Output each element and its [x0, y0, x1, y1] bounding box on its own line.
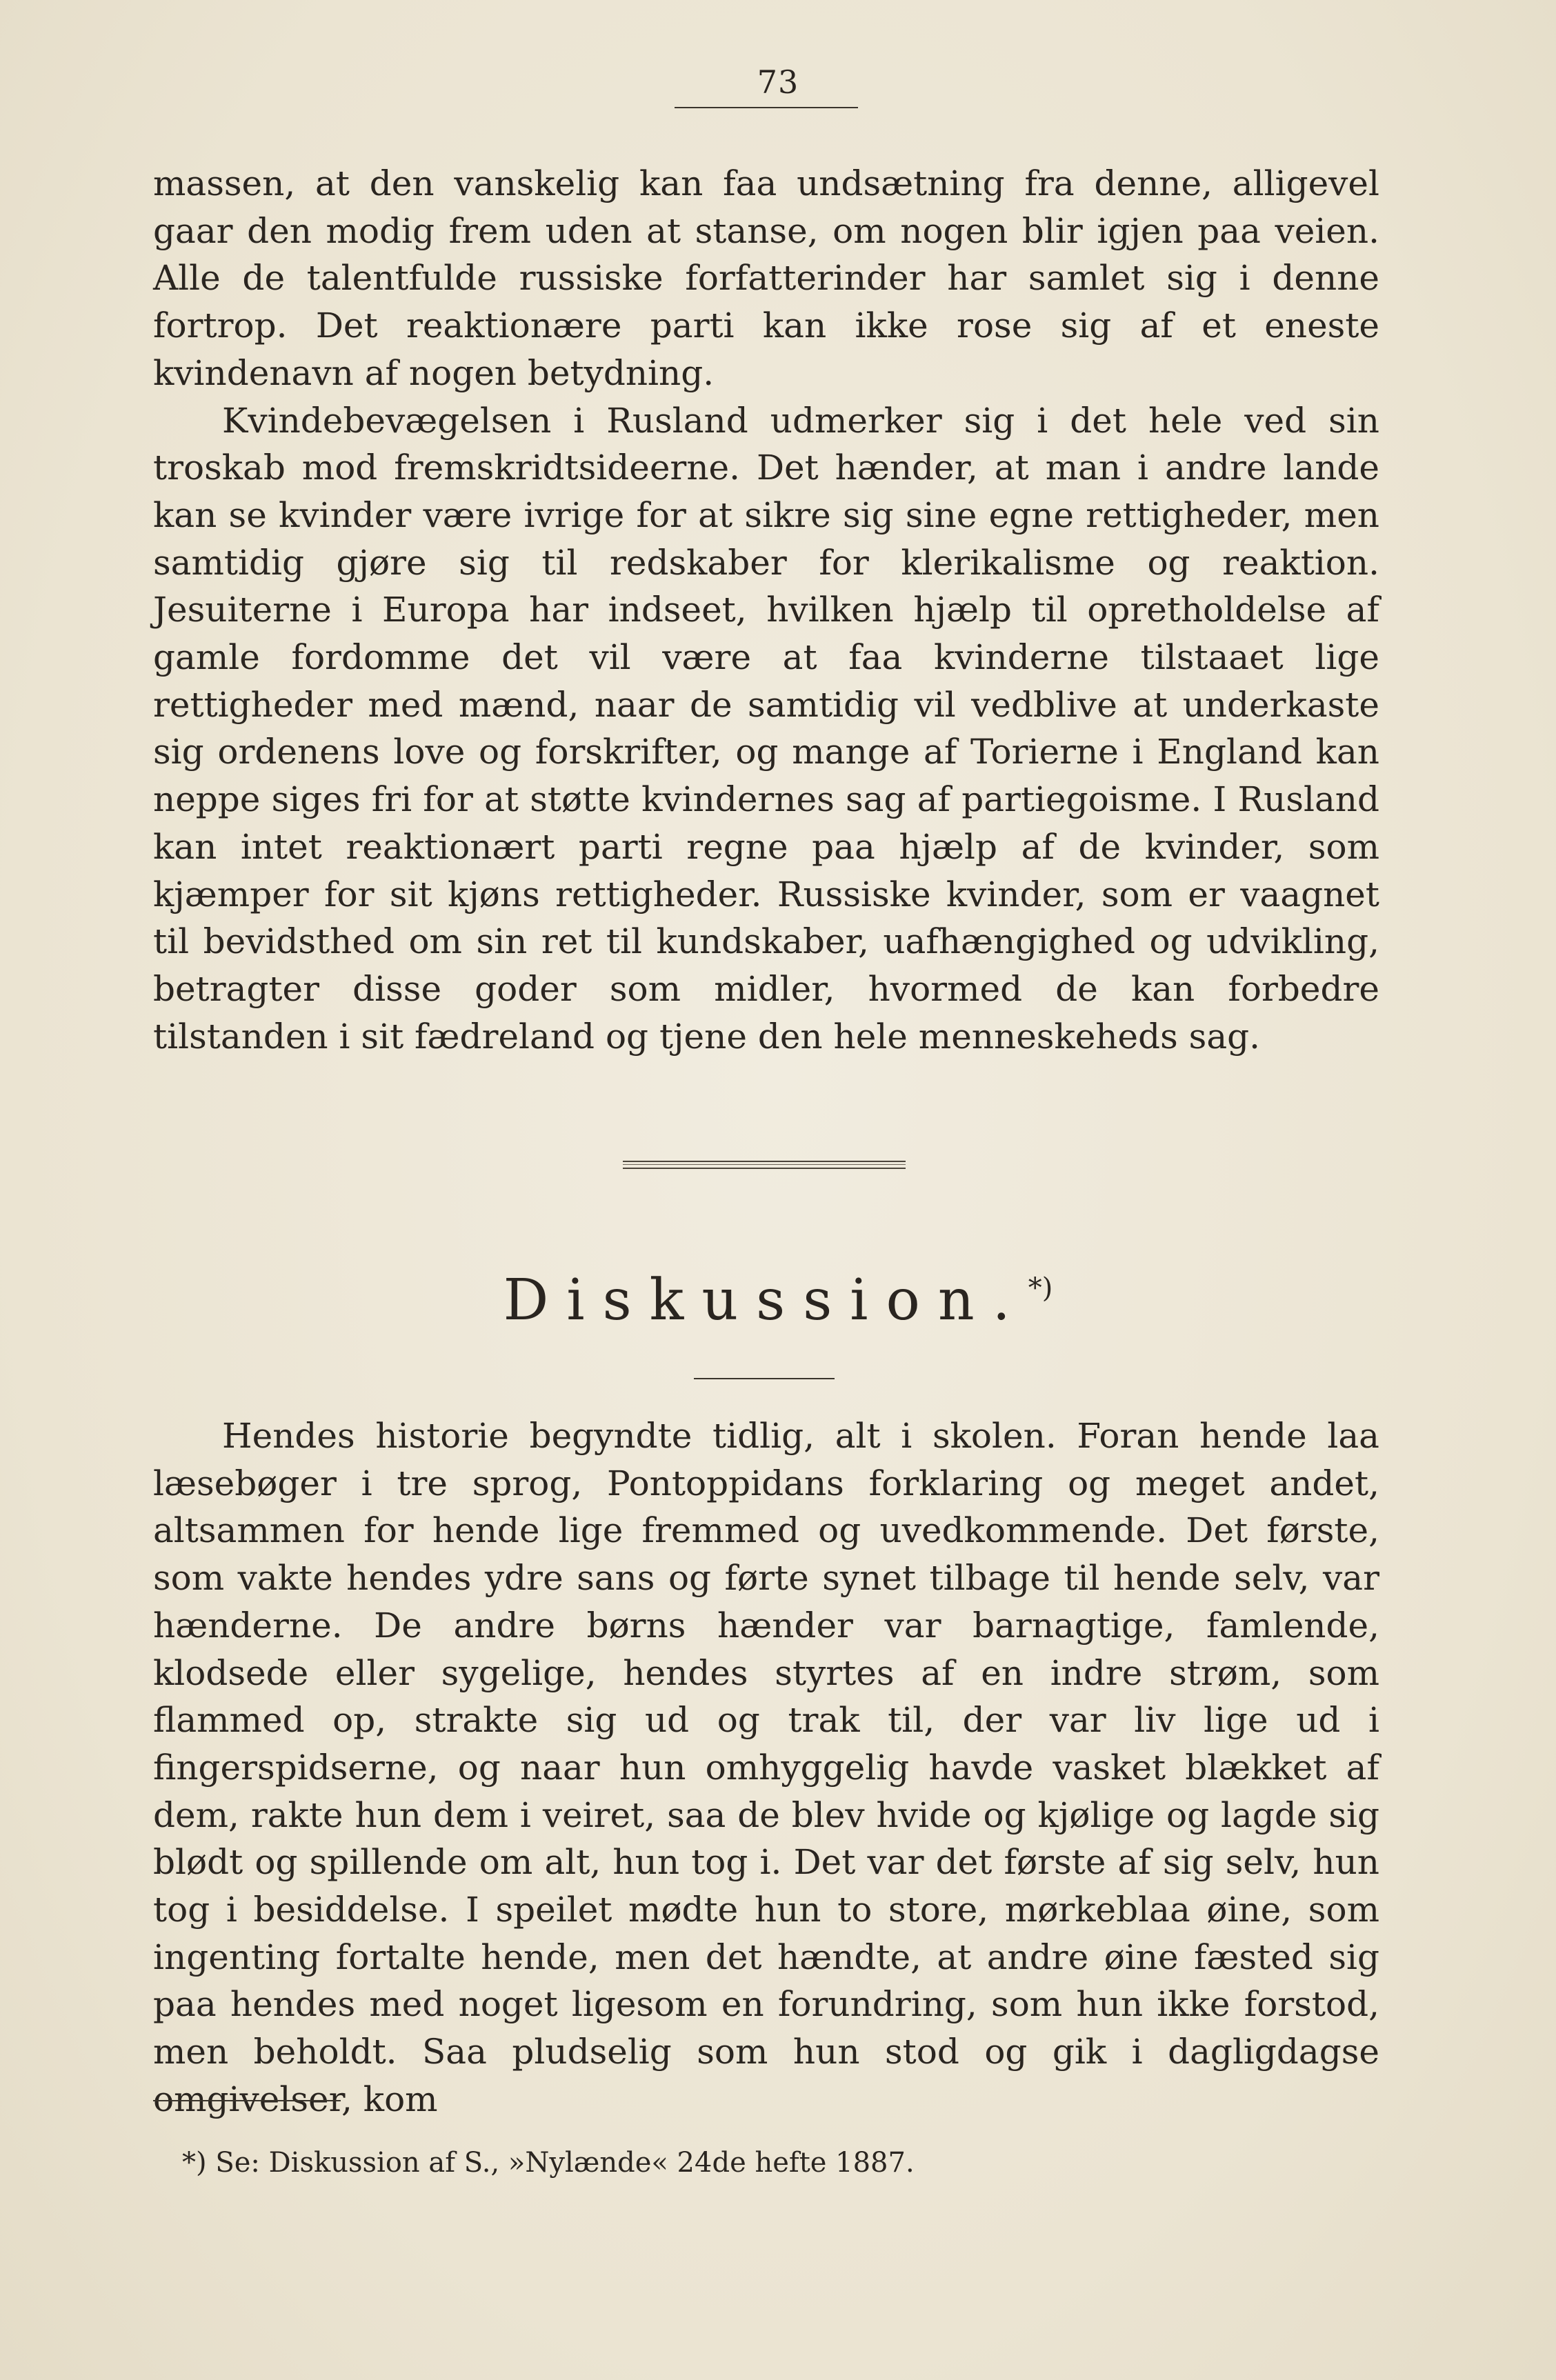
section-heading [0, 1268, 1556, 1333]
heading-rule [694, 1378, 835, 1379]
paragraph: massen, at den vanskelig kan faa undsætning fra denne, alligevel gaar den modig frem uden at stanse, om nogen blir igjen paa veien. Alle de talentfulde russiske forfatterinder har samlet sig i denne fortrop. Det reaktionære parti kan ikke rose sig af et eneste kvindenavn af nogen betydning. [153, 163, 1379, 393]
section-text-block [153, 1412, 1379, 2123]
page-number-rule [675, 107, 858, 108]
footnote-marker: *) [1028, 1272, 1053, 1304]
page-number: 73 [757, 63, 799, 101]
section-divider-ornament [623, 1161, 906, 1169]
footnote-rule [153, 2100, 341, 2101]
paragraph: Kvindebevægelsen i Rusland udmerker sig i det hele ved sin troskab mod fremskridtsideerne. Det hænder, at man i andre lande kan se kvinder være ivrige for at sikre sig sine egne rettigheder, men samtidig gjøre sig til redskaber for klerikalisme og reaktion. Jesuiterne i Europa har indseet, hvilken hjælp til opretholdelse af gamle fordomme det vil være at faa kvinderne tilstaaet lige rettigheder med mænd, naar de samtidig vil vedblive at underkaste sig ordenens love og forskrifter, og mange af Torierne i England kan neppe siges fri for at støtte kvindernes sag af partiegoisme. I Rusland kan intet reaktionært parti regne paa hjælp af de kvinder, som kjæmper for sit kjøns rettigheder. Russiske kvinder, som er vaagnet til bevidsthed om sin ret til kundskaber, uafhængighed og udvikling, betragter disse goder som midler, hvormed de kan forbedre tilstanden i sit fædreland og tjene den hele menneskeheds sag. [153, 400, 1379, 1057]
section-heading-text: Diskussion. [503, 1268, 1028, 1333]
footnote: *) Se: Diskussion af S., »Nylænde« 24de hefte 1887. [182, 2147, 915, 2179]
continued-text-block [153, 160, 1379, 1060]
paragraph: Hendes historie begyndte tidlig, alt i skolen. Foran hende laa læsebøger i tre sprog, Pontoppidans forklaring og meget andet, altsammen for hende lige fremmed og uvedkommende. Det første, som vakte hendes ydre sans og førte synet tilbage til hende selv, var hænderne. De andre børns hænder var barnagtige, famlende, klodsede eller sygelige, hendes styrtes af en indre strøm, som flammed op, strakte sig ud og trak til, der var liv lige ud i fingerspidserne, og naar hun omhyggelig havde vasket blækket af dem, rakte hun dem i veiret, saa de blev hvide og kjølige og lagde sig blødt og spillende om alt, hun tog i. Det var det første af sig selv, hun tog i besiddelse. I speilet mødte hun to store, mørkeblaa øine, som ingenting fortalte hende, men det hændte, at andre øine fæsted sig paa hendes med noget ligesom en forundring, som hun ikke forstod, men beholdt. Saa pludselig som hun stod og gik i dagligdagse omgivelser, kom [153, 1416, 1379, 2119]
